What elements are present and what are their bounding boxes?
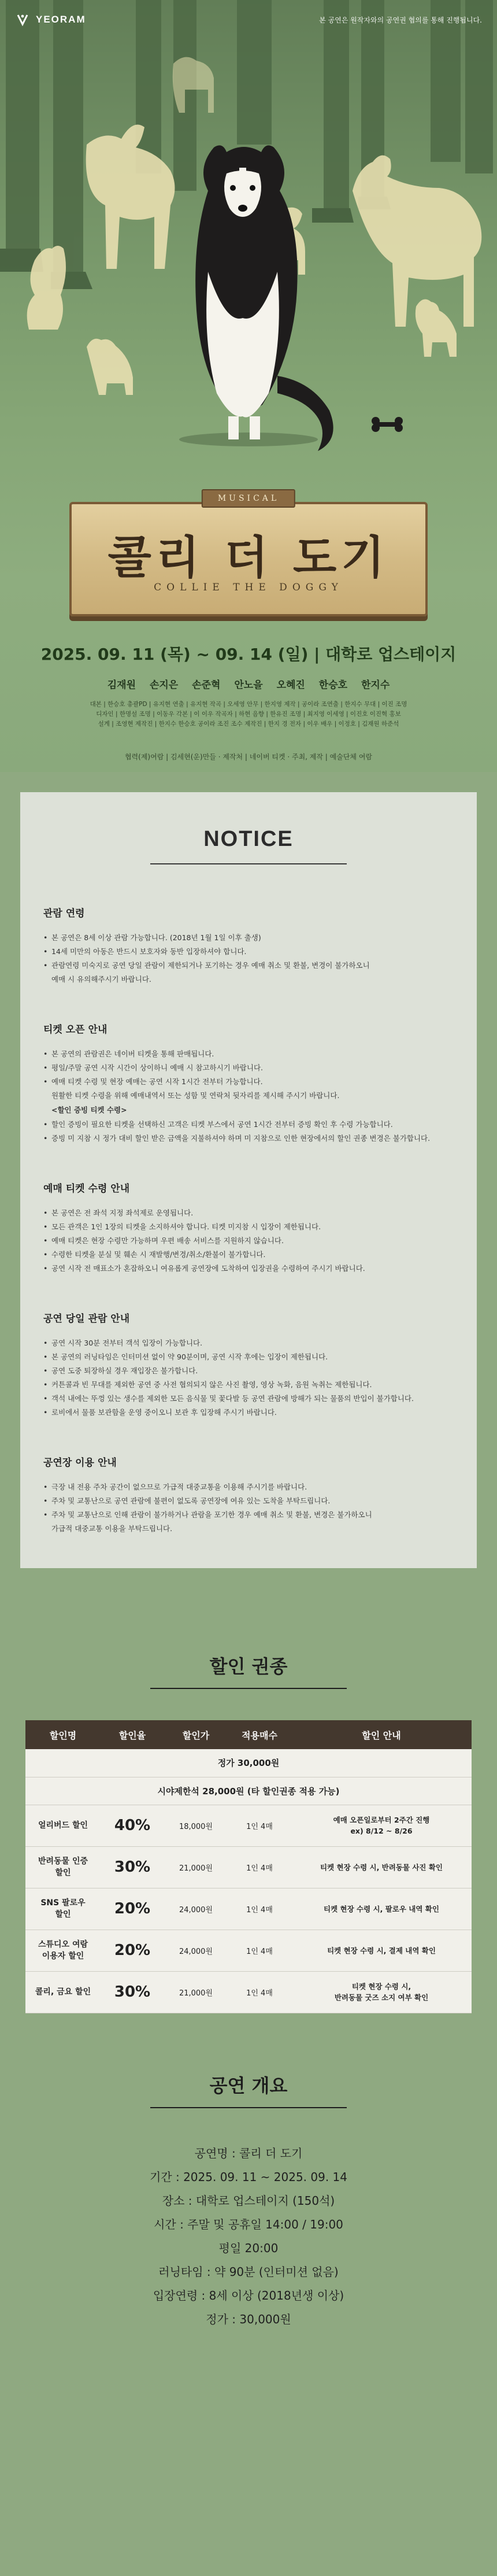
text-line: 본 공연의 러닝타임은 인터미션 없이 약 90분이며, 공연 시작 후에는 입장이 제한됩니다. [51, 1352, 328, 1361]
cast-member: 오혜진 [276, 679, 305, 691]
overview-line: 평일 20:00 [218, 2241, 279, 2255]
bone-icon [372, 417, 403, 432]
collie-dog-icon [179, 145, 333, 451]
list-item [43, 931, 454, 945]
discount-name [25, 1846, 101, 1888]
text-line: 주차 및 교통난으로 공연 관람에 불편이 없도록 공연장에 여유 있는 도착을 부탁드립니다. [51, 1496, 331, 1505]
text-line: 증빙 미 지참 시 정가 대비 할인 받은 금액을 지불하셔야 하며 미 지참으로 인한 현장에서의 할인 권종 변경은 불가합니다. [51, 1134, 431, 1143]
title-signboard [69, 494, 428, 616]
text-line: 본 공연은 8세 이상 관람 가능합니다. (2018년 1월 1일 이후 출생) [51, 933, 261, 942]
discount-rate: 20% [101, 1888, 164, 1930]
musical-label: MUSICAL [202, 489, 295, 508]
text-line: 예매 오픈일로부터 2주간 진행 [333, 1816, 430, 1824]
limited-view-price: 시야제한석 28,000원 (타 할인권종 적용 가능) [25, 1777, 472, 1805]
text-line: 할인 증빙이 필요한 티켓을 선택하신 고객은 티켓 부스에서 공연 1시간 전부터 증빙 확인 후 수령 가능합니다. [51, 1120, 393, 1129]
table-row [25, 1971, 472, 2013]
text-line: 티켓 현장 수령 시, 팔로우 내역 확인 [324, 1904, 439, 1913]
text-line: 이용자 할인 [42, 1952, 84, 1961]
discount-limit: 1인 4매 [228, 1971, 291, 2013]
text-line: 극장 내 전용 주차 공간이 없으므로 가급적 대중교통을 이용해 주시기를 바랍니다. [51, 1483, 307, 1491]
discount-limit: 1인 4매 [228, 1805, 291, 1846]
text-line: 티켓 현장 수령 시, 결제 내역 확인 [327, 1946, 436, 1955]
discount-name [25, 1805, 101, 1846]
credits-line: 설계 | 조영현 제작진 | 한지수 한승호 공이라 조진 조수 제작진 | 한지 경 전자 | 이우 배우 | 이정호 | 김재원 하준석 [98, 720, 399, 727]
list-item [43, 1220, 454, 1234]
text-line: 할인 [55, 1868, 71, 1878]
discount-limit: 1인 4매 [228, 1930, 291, 1971]
cast-member: 손준혁 [192, 679, 221, 691]
text-line: 주차 및 교통난으로 인해 관람이 불가하거나 관람을 포기한 경우 예매 취소 및 환불, 변경은 불가하오니 [51, 1510, 372, 1519]
regular-price: 정가 30,000원 [25, 1749, 472, 1777]
poster-hero [0, 0, 497, 772]
notice-header [43, 805, 454, 864]
text-line: 할인 [55, 1910, 71, 1919]
text-line: 가급적 대중교통 이용을 부탁드립니다. [51, 1524, 173, 1533]
discount-rate: 20% [101, 1930, 164, 1971]
rights-note: 본 공연은 원작자와의 공연권 협의를 통해 진행됩니다. [319, 16, 482, 24]
text-line: 공연 도중 퇴장하실 경우 재입장은 불가합니다. [51, 1366, 198, 1375]
text-line: 예매 티켓은 현장 수령만 가능하며 우편 배송 서비스를 지원하지 않습니다. [51, 1236, 284, 1245]
text-line: 로비에서 물품 보관함을 운영 중이오니 보관 후 입장해 주시기 바랍니다. [51, 1408, 277, 1417]
discount-price: 21,000원 [164, 1971, 228, 2013]
cast-member: 손지은 [149, 679, 179, 691]
discount-rate: 30% [101, 1971, 164, 2013]
notice-heading: 티켓 오픈 안내 [43, 1024, 107, 1036]
discount-name [25, 1971, 101, 2013]
list-item [43, 1118, 454, 1132]
notice-block [43, 1180, 454, 1276]
text-line: 관람연령 미숙지로 공연 당일 관람이 제한되거나 포기하는 경우 예매 취소 및 환불, 변경이 불가하오니 [51, 961, 370, 970]
credits-line: 대본 | 한승호 총괄PD | 유지현 연출 | 유지현 작곡 | 오세영 안무 | 한지영 제작 | 공이라 조연출 | 한지수 무대 | 이진 조명 [90, 701, 407, 708]
logo-text: YEORAM [36, 14, 86, 25]
discount-info [291, 1888, 472, 1930]
notice-list [43, 931, 454, 986]
credits-line: 디자인 | 한명설 조명 | 이동우 각본 | 이 이우 작곡자 | 하현 음향 | 한유진 조명 | 최지영 이세영 | 이진호 이진혁 홍보 [96, 711, 401, 718]
discount-info [291, 1846, 472, 1888]
notice-heading: 공연장 이용 안내 [43, 1457, 117, 1469]
text-line: 티켓 현장 수령 시, 반려동물 사진 확인 [320, 1862, 443, 1872]
list-item [43, 1132, 454, 1145]
notice-heading: 공연 당일 관람 안내 [43, 1313, 130, 1325]
text-line: 커튼콜과 빈 무대를 제외한 공연 중 사전 협의되지 않은 사진 촬영, 영상 녹화, 음원 녹취는 제한됩니다. [51, 1380, 372, 1389]
notice-section [0, 772, 497, 1632]
overview-line: 공연명 : 콜리 더 도기 [194, 2146, 303, 2160]
dog-park-illustration [0, 0, 497, 497]
list-item [43, 1248, 454, 1262]
overview-line: 장소 : 대학로 업스테이지 (150석) [162, 2193, 335, 2208]
discount-price: 24,000원 [164, 1930, 228, 1971]
text-line: 반려동물 굿즈 소지 여부 확인 [334, 1993, 429, 2002]
list-item [43, 959, 454, 986]
top-bar [0, 0, 497, 39]
text-line: 14세 미만의 아동은 반드시 보호자와 동반 입장하셔야 합니다. [51, 947, 247, 956]
list-item [43, 945, 454, 959]
notice-list [43, 1118, 454, 1145]
notice-block [43, 1454, 454, 1536]
notice-list [43, 1336, 454, 1420]
notice-list [43, 1480, 454, 1536]
discount-rate: 40% [101, 1805, 164, 1846]
cast-member: 안노을 [234, 679, 263, 691]
text-line: 반려동물 인증 [38, 1857, 88, 1866]
overview-title: 공연 개요 [209, 2074, 288, 2097]
text-line: 본 공연의 관람권은 네이버 티켓을 통해 판매됩니다. [51, 1049, 214, 1058]
discount-price: 24,000원 [164, 1888, 228, 1930]
notice-title: NOTICE [203, 827, 294, 851]
list-item [43, 1392, 454, 1406]
table-row [25, 1930, 472, 1971]
text-line: 얼리버드 할인 [38, 1821, 88, 1830]
overview-line: 러닝타임 : 약 90분 (인터미션 없음) [158, 2264, 339, 2279]
discount-limit: 1인 4매 [228, 1888, 291, 1930]
table-row [25, 1888, 472, 1930]
text-line: 티켓 현장 수령 시, [351, 1982, 411, 1991]
overview-list [0, 2142, 497, 2331]
show-dates: 2025. 09. 11 (목) ~ 09. 14 (일) | 대학로 업스테이지 [40, 645, 457, 664]
discount-info [291, 1805, 472, 1846]
discount-rate: 30% [101, 1846, 164, 1888]
list-item [43, 1508, 454, 1536]
table-row [25, 1749, 472, 1777]
text-line: 본 공연은 전 좌석 지정 좌석제로 운영됩니다. [51, 1208, 194, 1217]
list-item [43, 1494, 454, 1508]
notice-sublabel: <할인 증빙 티켓 수령> [51, 1106, 127, 1114]
cast-member: 김재원 [107, 679, 136, 691]
table-row [25, 1777, 472, 1805]
overview-line: 기간 : 2025. 09. 11 ~ 2025. 09. 14 [149, 2170, 348, 2184]
column-header: 할인가 [164, 1720, 228, 1749]
list-item [43, 1206, 454, 1220]
list-item [43, 1047, 454, 1061]
discount-title: 할인 권종 [209, 1655, 288, 1677]
discount-name [25, 1888, 101, 1930]
discount-name [25, 1930, 101, 1971]
list-item [43, 1061, 454, 1075]
show-subtitle: COLLIE THE DOGGY [154, 582, 343, 593]
discount-table [25, 1720, 472, 2013]
text-line: 예매 시 유의해주시기 바랍니다. [51, 975, 151, 984]
logo-mark-icon [15, 12, 30, 27]
divider [150, 1688, 347, 1689]
column-header: 할인명 [25, 1720, 101, 1749]
text-line: 모든 관객은 1인 1장의 티켓을 소지하셔야 합니다. 티켓 미지참 시 입장이 제한됩니다. [51, 1222, 321, 1231]
overview-line: 정가 : 30,000원 [206, 2312, 291, 2326]
list-item [43, 1364, 454, 1378]
notice-list [43, 1047, 454, 1103]
cast-list [0, 677, 497, 691]
notice-sections [43, 905, 454, 1536]
notice-block [43, 905, 454, 986]
yeoram-logo [15, 12, 86, 27]
discount-section [0, 1632, 497, 2048]
list-item [43, 1336, 454, 1350]
notice-list [43, 1206, 454, 1276]
notice-block [43, 1021, 454, 1145]
cast-member: 한승호 [318, 679, 348, 691]
divider [150, 863, 347, 864]
text-line: SNS 팔로우 [40, 1898, 86, 1908]
table-row [25, 1846, 472, 1888]
discount-price: 21,000원 [164, 1846, 228, 1888]
notice-block [43, 1310, 454, 1420]
column-header: 할인율 [101, 1720, 164, 1749]
overview-section [0, 2048, 497, 2366]
discount-info [291, 1971, 472, 2013]
cast-member: 한지수 [361, 679, 390, 691]
table-row [25, 1805, 472, 1846]
list-item [43, 1378, 454, 1392]
text-line: 공연 시작 전 매표소가 혼잡하오니 여유롭게 공연장에 도착하여 입장권을 수령하여 주시기 바랍니다. [51, 1264, 365, 1273]
column-header: 적용매수 [228, 1720, 291, 1749]
list-item [43, 1234, 454, 1248]
overview-line: 시간 : 주말 및 공휴일 14:00 / 19:00 [154, 2217, 343, 2231]
discount-limit: 1인 4매 [228, 1846, 291, 1888]
overview-line: 입장연령 : 8세 이상 (2018년생 이상) [153, 2288, 344, 2302]
notice-heading: 예매 티켓 수령 안내 [43, 1183, 130, 1195]
text-line: 콜리, 금요 할인 [35, 1987, 91, 1997]
text-line: ex) 8/12 ~ 8/26 [350, 1827, 413, 1835]
staff-credits [52, 700, 445, 729]
list-item [43, 1480, 454, 1494]
text-line: 평일/주말 공연 시작 시간이 상이하니 예매 시 참고하시기 바랍니다. [51, 1063, 263, 1072]
divider [150, 2107, 347, 2108]
text-line: 객석 내에는 뚜껑 있는 생수를 제외한 모든 음식물 및 꽃다발 등 공연 관람에 방해가 되는 물품의 반입이 불가합니다. [51, 1394, 414, 1403]
text-line: 공연 시작 30분 전부터 객석 입장이 가능합니다. [51, 1339, 203, 1347]
discount-info [291, 1930, 472, 1971]
list-item [43, 1262, 454, 1276]
notice-heading: 관람 연령 [43, 908, 85, 919]
table-header-row [25, 1720, 472, 1749]
text-line: 스튜디오 여람 [38, 1940, 88, 1949]
producer-line: 협력(제)여람 | 김세현(운)만들 · 제작처 | 네이버 티켓 · 주최, 제작 | 예술단체 여람 [124, 753, 373, 761]
column-header: 할인 안내 [291, 1720, 472, 1749]
text-line: 예매 티켓 수령 및 현장 예매는 공연 시작 1시간 전부터 가능합니다. [51, 1077, 263, 1086]
text-line: 원활한 티켓 수령을 위해 예매내역서 또는 성함 및 연락처 뒷자리를 제시해 주시기 바랍니다. [51, 1091, 340, 1100]
show-title: 콜리 더 도기 [107, 532, 390, 584]
text-line: 수령한 티켓을 분실 및 훼손 시 재발행/변경/취소/환불이 불가합니다. [51, 1250, 266, 1259]
notice-box [20, 792, 477, 1568]
discount-price: 18,000원 [164, 1805, 228, 1846]
list-item [43, 1350, 454, 1364]
list-item [43, 1075, 454, 1103]
list-item [43, 1406, 454, 1420]
